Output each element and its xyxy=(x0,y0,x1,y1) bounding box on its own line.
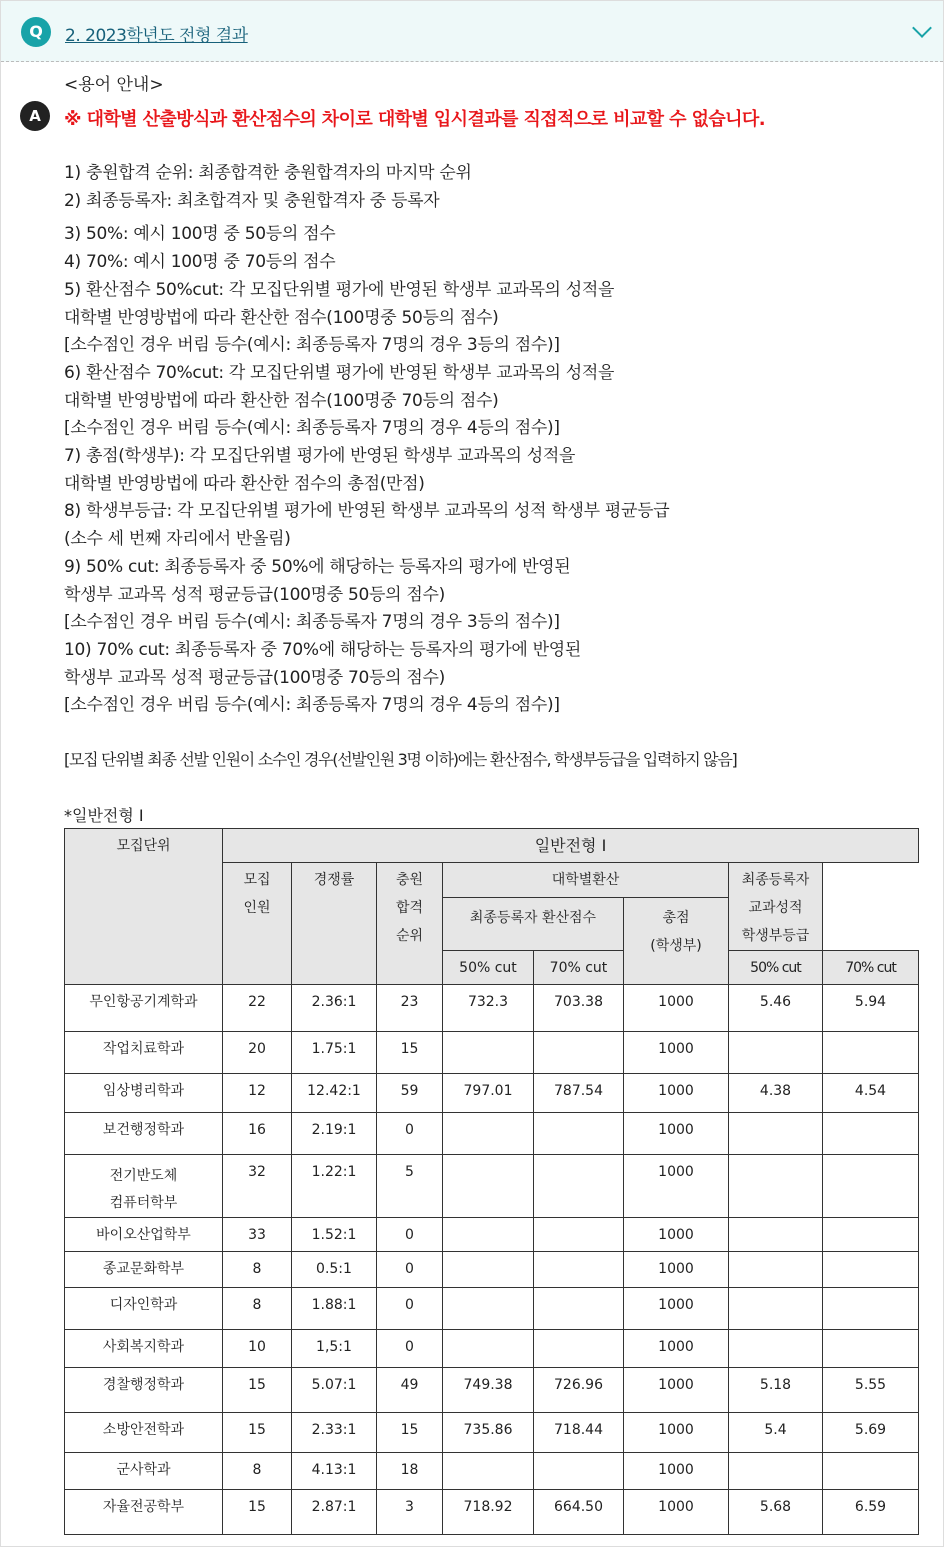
term-item: [소수점인 경우 버림 등수(예시: 최종등록자 7명의 경우 4등의 점수)] xyxy=(64,418,560,439)
term-item: [소수점인 경우 버림 등수(예시: 최종등록자 7명의 경우 3등의 점수)] xyxy=(64,335,560,356)
cell-value xyxy=(534,1453,624,1490)
table-row xyxy=(65,1330,919,1368)
cell-unit: 바이오산업학부 xyxy=(65,1218,223,1252)
header-g50: 50% cut xyxy=(729,951,823,985)
cell-value xyxy=(729,1032,823,1074)
cell-value: 1000 xyxy=(624,1368,729,1413)
cell-value: 726.96 xyxy=(534,1368,624,1413)
term-item: 10) 70% cut: 최종등록자 중 70%에 해당하는 등록자의 평가에 반영된 xyxy=(64,639,581,660)
cell-value xyxy=(729,1453,823,1490)
cell-value: 0 xyxy=(377,1330,443,1368)
table-row xyxy=(65,1288,919,1330)
cell-value xyxy=(443,1252,534,1288)
header-c50: 50% cut xyxy=(443,951,534,985)
header-conv: 대학별환산 xyxy=(443,863,729,898)
cell-value: 15 xyxy=(223,1413,292,1453)
table-caption: *일반전형 Ⅰ xyxy=(64,806,144,825)
cell-value xyxy=(443,1218,534,1252)
cell-value: 5.69 xyxy=(823,1413,919,1453)
cell-value: 12 xyxy=(223,1074,292,1113)
question-header[interactable] xyxy=(1,1,943,62)
header-rate: 경쟁률 xyxy=(292,863,377,985)
cell-value: 1000 xyxy=(624,1218,729,1252)
cell-value: 59 xyxy=(377,1074,443,1113)
cell-value: 23 xyxy=(377,985,443,1032)
header-g70: 70% cut xyxy=(823,951,919,985)
cell-value xyxy=(534,1288,624,1330)
cell-value: 797.01 xyxy=(443,1074,534,1113)
term-item: 대학별 반영방법에 따라 환산한 점수(100명중 70등의 점수) xyxy=(64,390,499,411)
table-row xyxy=(65,985,919,1032)
table-row xyxy=(65,1453,919,1490)
cell-value xyxy=(823,1453,919,1490)
cell-value: 2.36:1 xyxy=(292,985,377,1032)
table-row xyxy=(65,1413,919,1453)
chevron-down-icon[interactable] xyxy=(912,18,932,38)
cell-value: 703.38 xyxy=(534,985,624,1032)
term-item: 대학별 반영방법에 따라 환산한 점수의 총점(만점) xyxy=(64,473,425,494)
cell-value: 22 xyxy=(223,985,292,1032)
cell-value xyxy=(823,1218,919,1252)
cell-value: 735.86 xyxy=(443,1413,534,1453)
cell-unit: 무인항공기계학과 xyxy=(65,985,223,1032)
cell-value xyxy=(534,1218,624,1252)
cell-value: 1000 xyxy=(624,1413,729,1453)
header-quota: 모집 인원 xyxy=(223,863,292,985)
cell-value: 0 xyxy=(377,1218,443,1252)
cell-value: 2.33:1 xyxy=(292,1413,377,1453)
cell-value: 8 xyxy=(223,1252,292,1288)
term-item: 7) 총점(학생부): 각 모집단위별 평가에 반영된 학생부 교과목의 성적을 xyxy=(64,446,576,467)
question-title-link[interactable]: 2. 2023학년도 전형 결과 xyxy=(65,26,248,46)
cell-value: 15 xyxy=(223,1368,292,1413)
table-row xyxy=(65,1155,919,1218)
cell-value: 3 xyxy=(377,1490,443,1535)
cell-value xyxy=(534,1252,624,1288)
cell-value: 5.07:1 xyxy=(292,1368,377,1413)
header-grade: 최종등록자 교과성적 학생부등급 xyxy=(729,863,823,951)
term-item: 8) 학생부등급: 각 모집단위별 평가에 반영된 학생부 교과목의 성적 학생부 평균등급 xyxy=(64,501,670,522)
cell-value: 6.59 xyxy=(823,1490,919,1535)
cell-value: 0 xyxy=(377,1252,443,1288)
cell-value: 15 xyxy=(223,1490,292,1535)
term-item: [소수점인 경우 버림 등수(예시: 최종등록자 7명의 경우 3등의 점수)] xyxy=(64,612,560,633)
cell-unit: 군사학과 xyxy=(65,1453,223,1490)
cell-value: 1000 xyxy=(624,1032,729,1074)
cell-value xyxy=(443,1288,534,1330)
header-unit: 모집단위 xyxy=(65,829,223,985)
cell-value xyxy=(443,1155,534,1218)
cell-value xyxy=(534,1155,624,1218)
term-item: 대학별 반영방법에 따라 환산한 점수(100명중 50등의 점수) xyxy=(64,307,499,328)
cell-value: 787.54 xyxy=(534,1074,624,1113)
cell-value: 5.68 xyxy=(729,1490,823,1535)
table-row xyxy=(65,1113,919,1155)
cell-value xyxy=(823,1288,919,1330)
cell-value: 5 xyxy=(377,1155,443,1218)
cell-value xyxy=(443,1330,534,1368)
warning-text: ※ 대학별 산출방식과 환산점수의 차이로 대학별 입시결과를 직접적으로 비교할 수 없습니다. xyxy=(64,109,765,130)
cell-unit: 보건행정학과 xyxy=(65,1113,223,1155)
cell-unit: 경찰행정학과 xyxy=(65,1368,223,1413)
cell-value xyxy=(823,1113,919,1155)
cell-value: 5.94 xyxy=(823,985,919,1032)
cell-value: 32 xyxy=(223,1155,292,1218)
cell-value: 732.3 xyxy=(443,985,534,1032)
cell-value: 8 xyxy=(223,1453,292,1490)
cell-value: 4.38 xyxy=(729,1074,823,1113)
header-group: 일반전형 Ⅰ xyxy=(223,829,919,863)
cell-value: 2.19:1 xyxy=(292,1113,377,1155)
table-row xyxy=(65,1218,919,1252)
cell-value: 1000 xyxy=(624,1155,729,1218)
cell-value xyxy=(534,1032,624,1074)
cell-unit: 자율전공학부 xyxy=(65,1490,223,1535)
term-list xyxy=(64,160,669,720)
guide-title: <용어 안내> xyxy=(64,75,164,95)
cell-value: 15 xyxy=(377,1413,443,1453)
cell-value xyxy=(823,1252,919,1288)
cell-value xyxy=(823,1032,919,1074)
table-row xyxy=(65,1368,919,1413)
results-table xyxy=(64,828,919,1535)
cell-value: 5.46 xyxy=(729,985,823,1032)
term-item: 1) 충원합격 순위: 최종합격한 충원합격자의 마지막 순위 xyxy=(64,163,472,183)
cell-value: 1000 xyxy=(624,1252,729,1288)
header-total: 총점 (학생부) xyxy=(624,898,729,985)
answer-badge-icon: A xyxy=(20,101,50,131)
cell-value xyxy=(443,1453,534,1490)
cell-value: 5.4 xyxy=(729,1413,823,1453)
cell-unit: 임상병리학과 xyxy=(65,1074,223,1113)
term-item: 학생부 교과목 성적 평균등급(100명중 70등의 점수) xyxy=(64,667,445,688)
cell-value: 718.92 xyxy=(443,1490,534,1535)
term-item: [소수점인 경우 버림 등수(예시: 최종등록자 7명의 경우 4등의 점수)] xyxy=(64,695,560,716)
cell-value xyxy=(729,1252,823,1288)
cell-value xyxy=(729,1218,823,1252)
cell-value: 1.88:1 xyxy=(292,1288,377,1330)
term-item: 2) 최종등록자: 최초합격자 및 충원합격자 중 등록자 xyxy=(64,190,440,211)
cell-value: 4.13:1 xyxy=(292,1453,377,1490)
term-item: 3) 50%: 예시 100명 중 50등의 점수 xyxy=(64,224,336,245)
term-item: (소수 세 번째 자리에서 반올림) xyxy=(64,529,291,550)
table-row xyxy=(65,1252,919,1288)
cell-value: 8 xyxy=(223,1288,292,1330)
cell-value xyxy=(823,1155,919,1218)
cell-value xyxy=(729,1113,823,1155)
cell-value: 1000 xyxy=(624,985,729,1032)
term-item: 6) 환산점수 70%cut: 각 모집단위별 평가에 반영된 학생부 교과목의 성적을 xyxy=(64,362,615,383)
cell-value: 5.55 xyxy=(823,1368,919,1413)
cell-unit: 소방안전학과 xyxy=(65,1413,223,1453)
cell-value xyxy=(729,1155,823,1218)
cell-value: 1000 xyxy=(624,1074,729,1113)
cell-value xyxy=(823,1330,919,1368)
cell-value: 1000 xyxy=(624,1113,729,1155)
cell-unit: 종교문화학부 xyxy=(65,1252,223,1288)
cell-value: 15 xyxy=(377,1032,443,1074)
cell-value: 1.75:1 xyxy=(292,1032,377,1074)
cell-unit: 디자인학과 xyxy=(65,1288,223,1330)
cell-value: 10 xyxy=(223,1330,292,1368)
note-text: [모집 단위별 최종 선발 인원이 소수인 경우(선발인원 3명 이하)에는 환산점수, 학생부등급을 입력하지 않음] xyxy=(64,750,737,769)
term-item: 5) 환산점수 50%cut: 각 모집단위별 평가에 반영된 학생부 교과목의 성적을 xyxy=(64,279,615,300)
cell-value: 16 xyxy=(223,1113,292,1155)
cell-value: 0 xyxy=(377,1113,443,1155)
cell-value: 1000 xyxy=(624,1330,729,1368)
cell-value xyxy=(443,1113,534,1155)
cell-value: 664.50 xyxy=(534,1490,624,1535)
cell-value: 1000 xyxy=(624,1453,729,1490)
cell-value: 18 xyxy=(377,1453,443,1490)
cell-value: 718.44 xyxy=(534,1413,624,1453)
term-item: 학생부 교과목 성적 평균등급(100명중 50등의 점수) xyxy=(64,584,445,605)
table-row xyxy=(65,1074,919,1113)
cell-value: 1.22:1 xyxy=(292,1155,377,1218)
cell-value: 4.54 xyxy=(823,1074,919,1113)
cell-value: 1.52:1 xyxy=(292,1218,377,1252)
header-conv-score: 최종등록자 환산점수 xyxy=(443,898,624,951)
cell-value: 49 xyxy=(377,1368,443,1413)
cell-value: 2.87:1 xyxy=(292,1490,377,1535)
cell-value xyxy=(729,1288,823,1330)
cell-value: 33 xyxy=(223,1218,292,1252)
cell-value: 5.18 xyxy=(729,1368,823,1413)
cell-value: 1,5:1 xyxy=(292,1330,377,1368)
cell-value xyxy=(443,1032,534,1074)
cell-unit: 작업치료학과 xyxy=(65,1032,223,1074)
cell-unit: 사회복지학과 xyxy=(65,1330,223,1368)
cell-value: 0 xyxy=(377,1288,443,1330)
cell-value: 20 xyxy=(223,1032,292,1074)
cell-value: 0.5:1 xyxy=(292,1252,377,1288)
table-row xyxy=(65,1032,919,1074)
header-c70: 70% cut xyxy=(534,951,624,985)
cell-value: 12.42:1 xyxy=(292,1074,377,1113)
cell-value xyxy=(729,1330,823,1368)
term-item: 9) 50% cut: 최종등록자 중 50%에 해당하는 등록자의 평가에 반영된 xyxy=(64,556,571,577)
cell-value xyxy=(534,1113,624,1155)
cell-unit: 전기반도체 컴퓨터학부 xyxy=(65,1155,223,1218)
cell-value xyxy=(534,1330,624,1368)
term-item: 4) 70%: 예시 100명 중 70등의 점수 xyxy=(64,252,336,273)
cell-value: 1000 xyxy=(624,1288,729,1330)
question-badge-icon: Q xyxy=(21,17,51,47)
header-rank: 충원 합격 순위 xyxy=(377,863,443,985)
cell-value: 749.38 xyxy=(443,1368,534,1413)
table-row xyxy=(65,1490,919,1535)
cell-value: 1000 xyxy=(624,1490,729,1535)
